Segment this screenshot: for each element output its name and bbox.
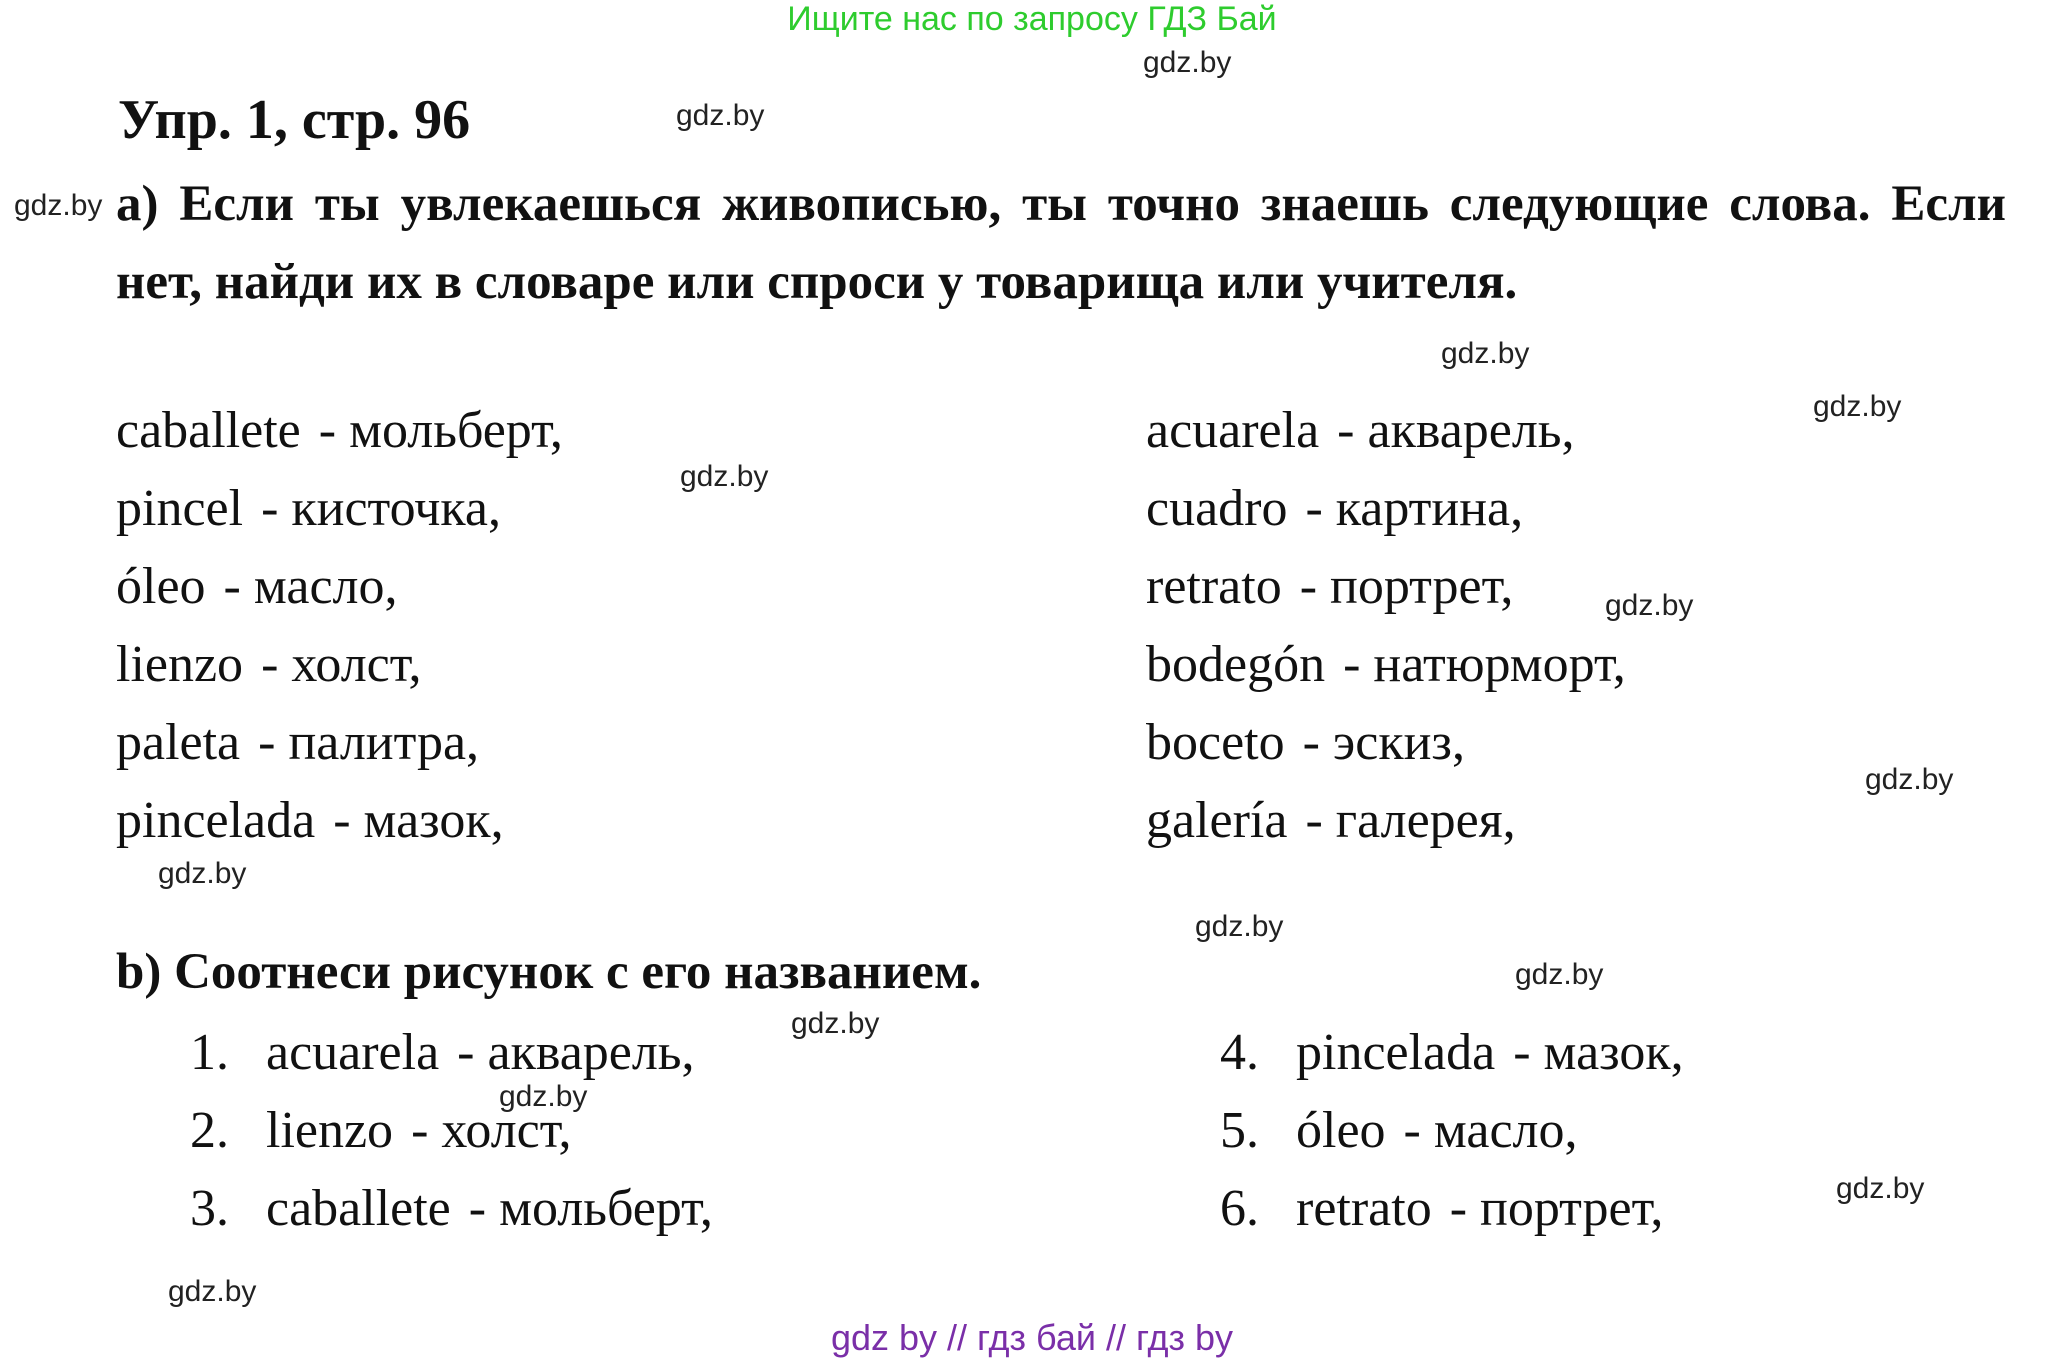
match-item: [1220, 1101, 1578, 1161]
russian-translation: - холст,: [411, 1102, 572, 1159]
watermark: gdz.by: [791, 1007, 880, 1040]
russian-translation: - портрет,: [1449, 1180, 1664, 1237]
spanish-word: acuarela: [266, 1024, 440, 1081]
spanish-word: paleta: [116, 714, 241, 771]
watermark: gdz.by: [676, 99, 765, 132]
item-number: 4.: [1220, 1024, 1259, 1081]
watermark: gdz.by: [1605, 589, 1694, 622]
match-item: [190, 1023, 695, 1083]
russian-translation: - кисточка,: [261, 480, 501, 537]
item-number: 3.: [190, 1180, 229, 1237]
watermark: gdz.by: [1813, 390, 1902, 423]
search-banner[interactable]: Ищите нас по запросу ГДЗ Бай: [787, 0, 1277, 38]
spanish-word: acuarela: [1146, 402, 1320, 459]
watermark: gdz.by: [168, 1275, 257, 1308]
vocab-item: [116, 401, 563, 461]
vocab-item: [1146, 479, 1523, 539]
vocab-item: [1146, 713, 1465, 773]
spanish-word: lienzo: [266, 1102, 394, 1159]
vocab-item: [116, 635, 422, 695]
russian-translation: - эскиз,: [1302, 714, 1465, 771]
russian-translation: - мольберт,: [468, 1180, 713, 1237]
vocab-item: [116, 791, 504, 851]
russian-translation: - мазок,: [333, 792, 504, 849]
watermark: gdz.by: [1836, 1172, 1925, 1205]
spanish-word: cuadro: [1146, 480, 1288, 537]
watermark: gdz.by: [499, 1080, 588, 1113]
spanish-word: boceto: [1146, 714, 1285, 771]
exercise-heading: Упр. 1, стр. 96: [118, 89, 471, 151]
spanish-word: bodegón: [1146, 636, 1326, 693]
spanish-word: galería: [1146, 792, 1288, 849]
task-b-instruction: b) Соотнеси рисунок с его названием.: [116, 944, 982, 1000]
watermark: gdz.by: [1441, 337, 1530, 370]
vocab-item: [1146, 791, 1516, 851]
russian-translation: - палитра,: [258, 714, 480, 771]
vocab-item: [1146, 635, 1626, 695]
footer-links[interactable]: gdz by // гдз бай // гдз by: [830, 1317, 1234, 1358]
watermark: gdz.by: [158, 857, 247, 890]
russian-translation: - галерея,: [1305, 792, 1516, 849]
russian-translation: - масло,: [223, 558, 398, 615]
russian-translation: - акварель,: [1337, 402, 1575, 459]
russian-translation: - картина,: [1305, 480, 1524, 537]
russian-translation: - мольберт,: [318, 402, 563, 459]
item-number: 1.: [190, 1024, 229, 1081]
spanish-word: pincel: [116, 480, 244, 537]
spanish-word: pincelada: [1296, 1024, 1496, 1081]
task-a-instruction: a) Если ты увлекаешься живописью, ты точно знаешь следующие слова. Если нет, найди их в словаре или спроси у товарища или учителя.: [116, 176, 2006, 310]
vocab-item: [1146, 557, 1513, 617]
spanish-word: óleo: [1296, 1102, 1386, 1159]
spanish-word: pincelada: [116, 792, 316, 849]
match-item: [1220, 1179, 1663, 1239]
spanish-word: óleo: [116, 558, 206, 615]
spanish-word: caballete: [266, 1180, 451, 1237]
vocab-item: [116, 557, 398, 617]
watermark: gdz.by: [1515, 958, 1604, 991]
russian-translation: - масло,: [1403, 1102, 1578, 1159]
spanish-word: retrato: [1296, 1180, 1432, 1237]
spanish-word: caballete: [116, 402, 301, 459]
watermark: gdz.by: [1143, 46, 1232, 79]
vocab-item: [116, 713, 479, 773]
watermark: gdz.by: [1865, 763, 1954, 796]
match-item: [190, 1179, 713, 1239]
vocab-item: [116, 479, 501, 539]
russian-translation: - акварель,: [457, 1024, 695, 1081]
watermark: gdz.by: [1195, 910, 1284, 943]
russian-translation: - портрет,: [1299, 558, 1514, 615]
vocab-item: [1146, 401, 1575, 461]
russian-translation: - мазок,: [1513, 1024, 1684, 1081]
watermark: gdz.by: [680, 460, 769, 493]
item-number: 6.: [1220, 1180, 1259, 1237]
item-number: 2.: [190, 1102, 229, 1159]
russian-translation: - холст,: [261, 636, 422, 693]
spanish-word: lienzo: [116, 636, 244, 693]
watermark: gdz.by: [14, 189, 103, 222]
russian-translation: - натюрморт,: [1343, 636, 1626, 693]
item-number: 5.: [1220, 1102, 1259, 1159]
spanish-word: retrato: [1146, 558, 1282, 615]
match-item: [1220, 1023, 1684, 1083]
